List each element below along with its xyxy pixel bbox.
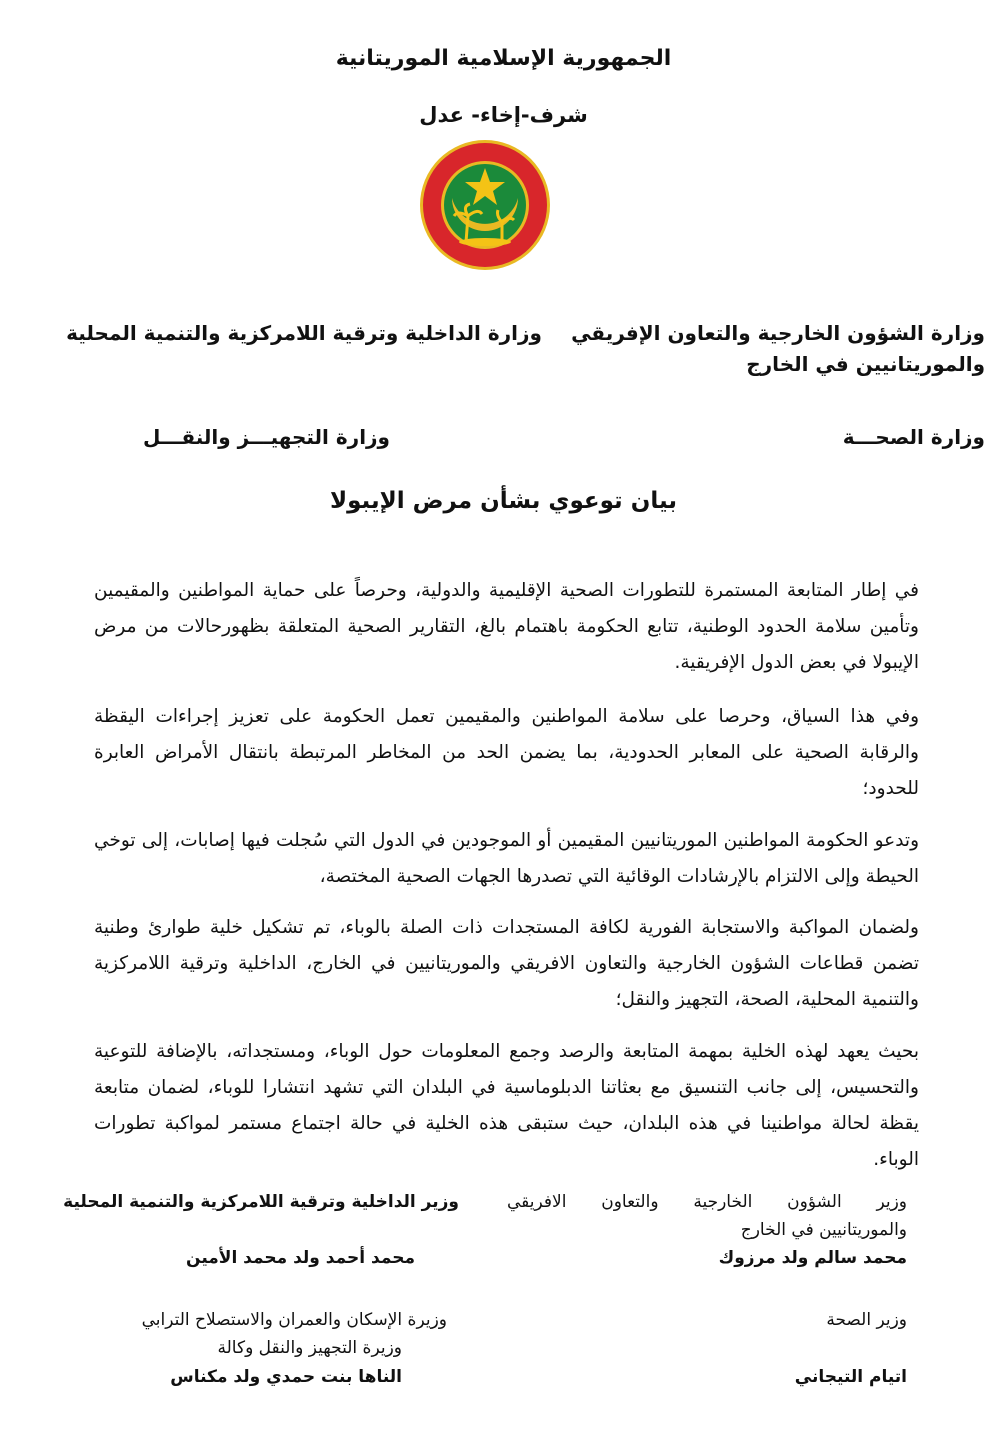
signature-interior-name: محمد أحمد ولد محمد الأمين xyxy=(186,1248,415,1268)
document-title: بيان توعوي بشأن مرض الإيبولا xyxy=(330,488,677,514)
national-motto: شرف-إخاء- عدل xyxy=(419,103,588,127)
paragraph-2: وفي هذا السياق، وحرصا على سلامة المواطنين والمقيمين تعمل الحكومة على تعزيز إجراءات اليقظة والرقابة الصحية على المعابر الحدودية، بما يضمن الحد من المخاطر المرتبطة بانتقال الأمراض العابرة للحدود؛ xyxy=(94,706,919,799)
signature-housing-title: وزيرة الإسكان والعمران والاستصلاح الترابي xyxy=(141,1310,447,1330)
signature-health-name: اتيام التيجاني xyxy=(794,1367,907,1387)
national-seal-icon xyxy=(418,138,552,272)
signature-health-title: وزير الصحة xyxy=(826,1310,907,1330)
republic-name: الجمهورية الإسلامية الموريتانية xyxy=(335,46,672,71)
ministry-interior: وزارة الداخلية وترقية اللامركزية والتنمية المحلية xyxy=(66,321,542,345)
ministry-foreign-line1: وزارة الشؤون الخارجية والتعاون الإفريقي xyxy=(571,321,985,345)
paragraph-1: في إطار المتابعة المستمرة للتطورات الصحية الإقليمية والدولية، وحرصاً على حماية المواطنين والمقيمين وتأمين سلامة الحدود الوطنية، تتابع الحكومة باهتمام بالغ، التقارير الصحية المتعلقة بظهورحالات من مرض الإيبولا في بعض الدول الإفريقية. xyxy=(94,580,919,673)
paragraph-5: بحيث يعهد لهذه الخلية بمهمة المتابعة والرصد وجمع المعلومات حول الوباء، ومستجداته، بالإضافة للتوعية والتحسيس، إلى جانب التنسيق مع بعثاتنا الدبلوماسية في البلدان التي تشهد انتشارا للوباء، لضمان متابعة يقظة لحالة مواطنينا في هذه البلدان، حيث ستبقى هذه الخلية في حالة اجتماع مستمر لمواكبة تطورات الوباء. xyxy=(94,1041,919,1170)
signature-housing-title-line2: وزيرة التجهيز والنقل وكالة xyxy=(217,1338,402,1358)
signature-foreign-name: محمد سالم ولد مرزوك xyxy=(718,1248,907,1268)
signature-foreign-title: وزير الشؤون الخارجية والتعاون الافريقي xyxy=(507,1192,907,1212)
ministry-equipment: وزارة التجهيـــز والنقـــل xyxy=(142,425,390,449)
paragraph-3: وتدعو الحكومة المواطنين الموريتانيين المقيمين أو الموجودين في الدول التي سُجلت فيها إصابات، إلى توخي الحيطة وإلى الالتزام بالإرشادات الوقائية التي تصدرها الجهات الصحية المختصة، xyxy=(94,830,919,887)
ministry-foreign-line2: والموريتانيين في الخارج xyxy=(746,352,985,376)
paragraph-4: ولضمان المواكبة والاستجابة الفورية لكافة المستجدات ذات الصلة بالوباء، تم تشكيل خلية طوارئ وطنية تضمن قطاعات الشؤون الخارجية والتعاون الافريقي والموريتانيين في الخارج، الداخلية وترقية اللامركزية والتنمية المحلية، الصحة، التجهيز والنقل؛ xyxy=(94,917,919,1010)
ministry-health: وزارة الصحـــة xyxy=(842,425,985,449)
signature-foreign-title-line2: والموريتانيين في الخارج xyxy=(740,1220,907,1240)
signature-housing-name: الناها بنت حمدي ولد مكناس xyxy=(170,1367,402,1387)
ministry-foreign-affairs xyxy=(571,318,985,380)
signature-interior-title: وزير الداخلية وترقية اللامركزية والتنمية المحلية xyxy=(63,1192,459,1212)
